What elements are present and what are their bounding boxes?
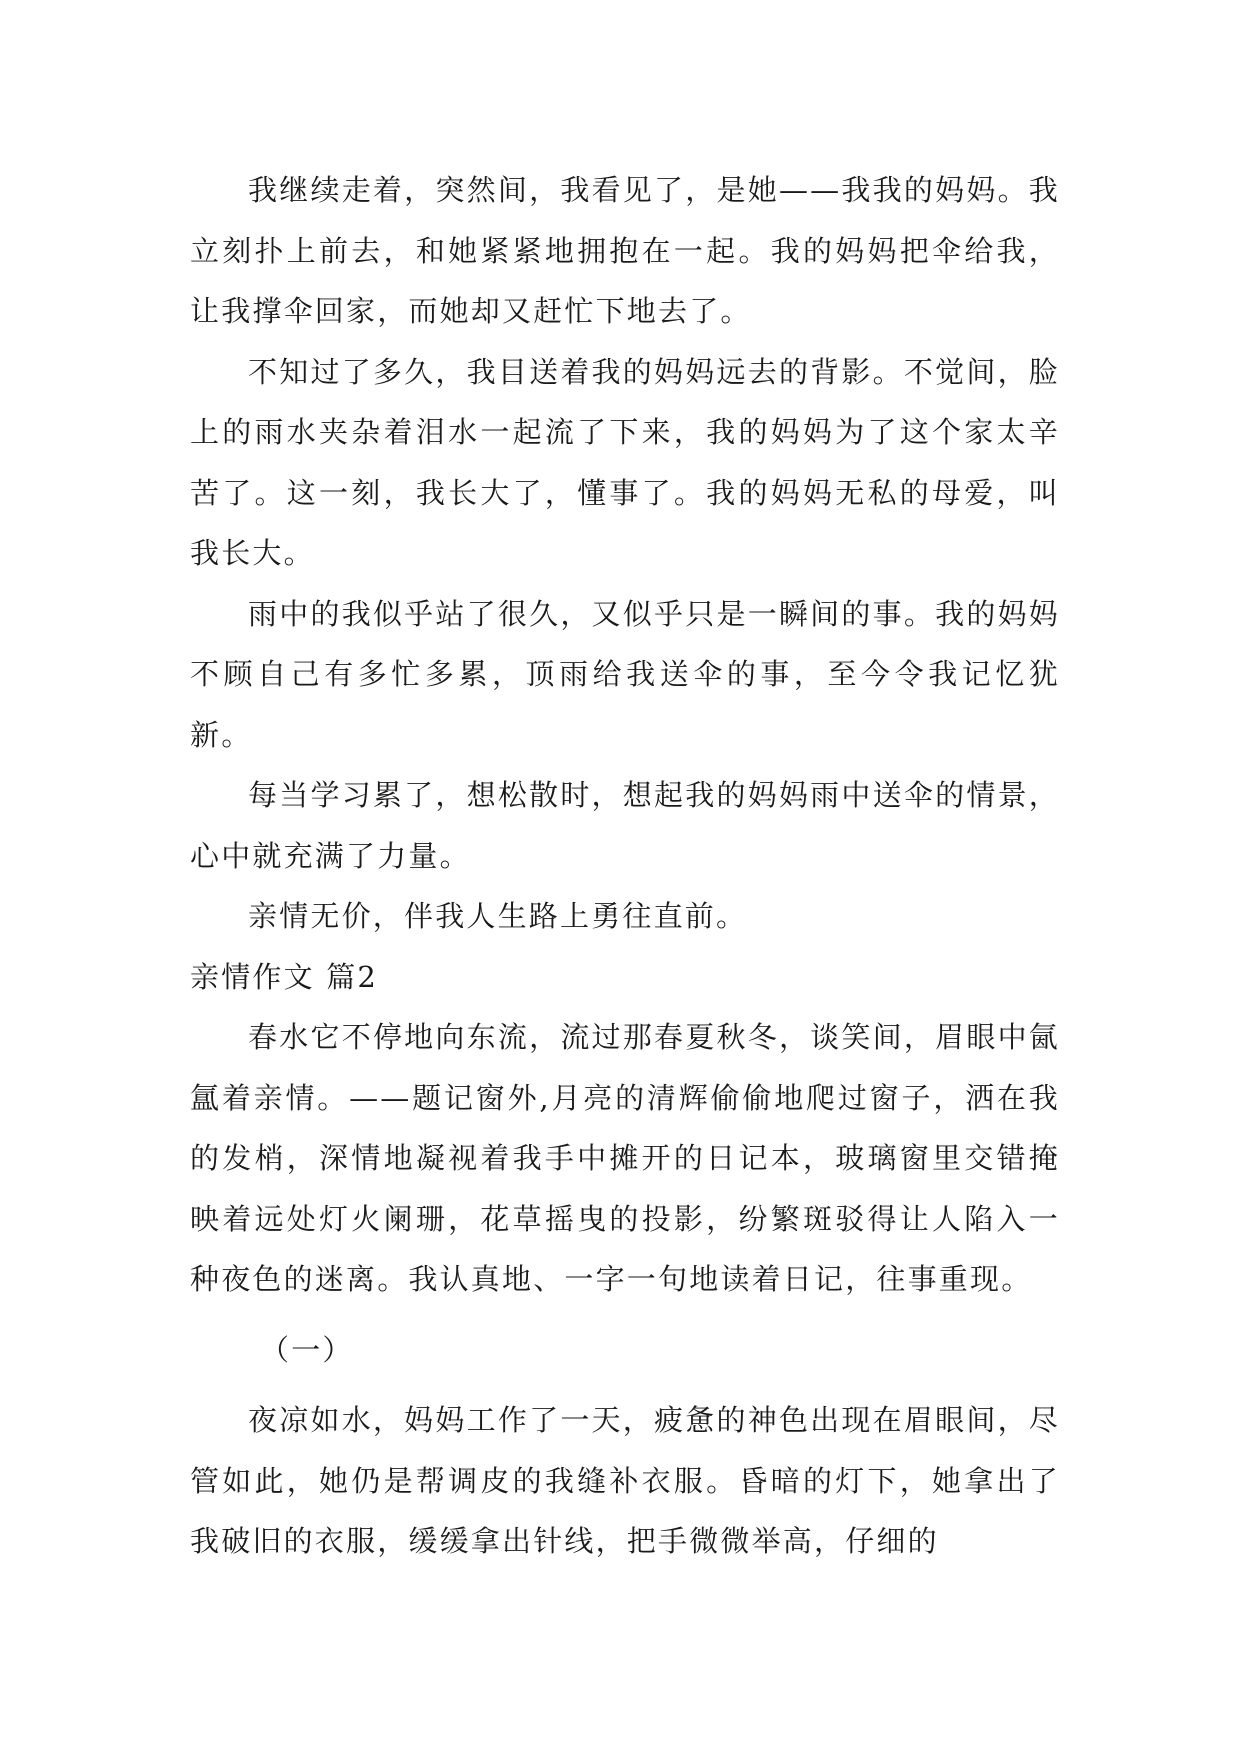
paragraph: 雨中的我似乎站了很久，又似乎只是一瞬间的事。我的妈妈不顾自己有多忙多累，顶雨给我送伞的事，至今令我记忆犹新。 [190,596,1060,752]
subsection-label: （一） [260,1332,354,1367]
paragraph: 亲情无价，伴我人生路上勇往直前。 [248,899,748,933]
paragraph: 春水它不停地向东流，流过那春夏秋冬，谈笑间，眉眼中氤氲着亲情。——题记窗外,月亮的清辉偷偷地爬过窗子，洒在我的发梢，深情地凝视着我手中摊开的日记本，玻璃窗里交错掩映着远处灯火阑珊，花草摇曳的投影，纷繁斑驳得让人陷入一种夜色的迷离。我认真地、一字一句地读着日记，往事重现。 [190,1020,1060,1296]
document-body [190,160,1060,1572]
paragraph: 每当学习累了，想松散时，想起我的妈妈雨中送伞的情景，心中就充满了力量。 [190,778,1060,873]
paragraph: 夜凉如水，妈妈工作了一天，疲惫的神色出现在眉眼间，尽管如此，她仍是帮调皮的我缝补衣服。昏暗的灯下，她拿出了我破旧的衣服，缓缓拿出针线，把手微微举高，仔细的 [190,1403,1060,1558]
paragraph: 不知过了多久，我目送着我的妈妈远去的背影。不觉间，脸上的雨水夹杂着泪水一起流了下来，我的妈妈为了这个家太辛苦了。这一刻，我长大了，懂事了。我的妈妈无私的母爱，叫我长大。 [190,354,1060,570]
section-heading: 亲情作文 篇2 [190,959,379,994]
paragraph: 我继续走着，突然间，我看见了，是她——我我的妈妈。我立刻扑上前去，和她紧紧地拥抱在一起。我的妈妈把伞给我，让我撑伞回家，而她却又赶忙下地去了。 [190,173,1060,328]
